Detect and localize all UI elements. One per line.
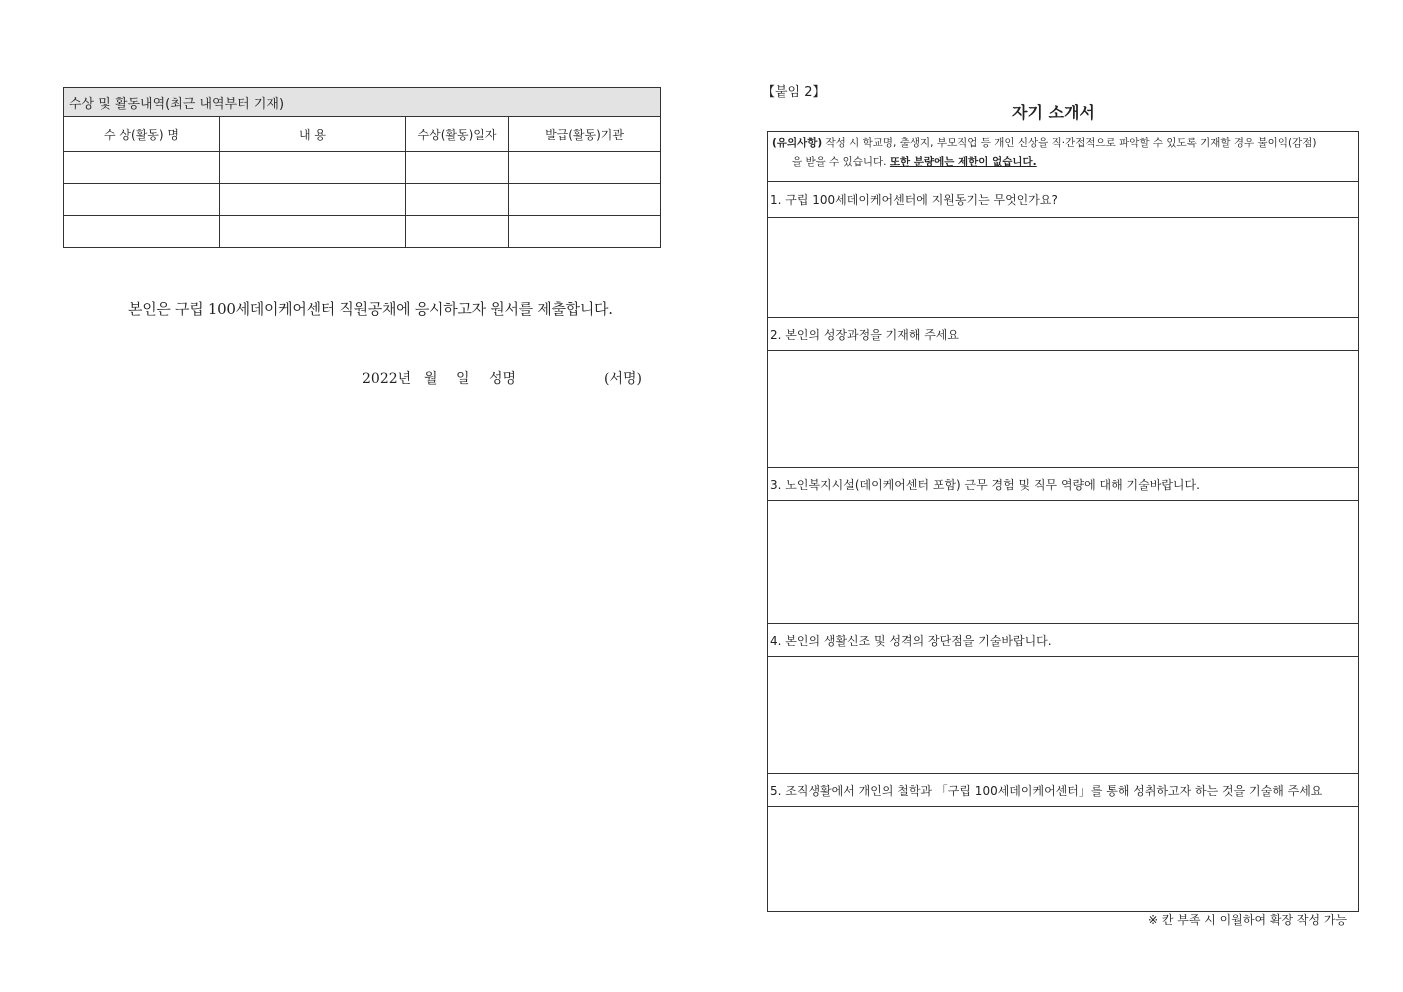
table-row <box>64 184 661 216</box>
notice-box <box>768 132 1358 182</box>
question-2: 2. 본인의 성장과정을 기재해 주세요 <box>768 318 1358 351</box>
table-cell[interactable] <box>406 216 509 248</box>
table-cell[interactable] <box>220 216 406 248</box>
notice-text-2: 을 받을 수 있습니다. <box>792 156 890 168</box>
signature-day: 일 <box>456 371 470 387</box>
attachment-label: 【붙임 2】 <box>762 85 826 100</box>
self-introduction-form <box>767 131 1359 912</box>
table-cell[interactable] <box>220 184 406 216</box>
awards-header-issuer: 발급(활동)기관 <box>509 117 661 152</box>
signature-year: 2022년 <box>362 371 412 387</box>
awards-header-date: 수상(활동)일자 <box>406 117 509 152</box>
signature-month: 월 <box>424 371 438 387</box>
answer-5-area[interactable] <box>768 807 1358 911</box>
table-cell[interactable] <box>509 152 661 184</box>
table-cell[interactable] <box>406 152 509 184</box>
table-cell[interactable] <box>406 184 509 216</box>
declaration-text: 본인은 구립 100세데이케어센터 직원공채에 응시하고자 원서를 제출합니다. <box>128 300 613 318</box>
table-cell[interactable] <box>509 216 661 248</box>
question-4: 4. 본인의 생활신조 및 성격의 장단점을 기술바랍니다. <box>768 624 1358 657</box>
table-cell[interactable] <box>509 184 661 216</box>
table-row <box>64 216 661 248</box>
answer-2-area[interactable] <box>768 351 1358 468</box>
signature-name-label: 성명 <box>489 371 517 387</box>
notice-label: (유의사항) <box>772 137 823 149</box>
table-cell[interactable] <box>64 184 220 216</box>
table-cell[interactable] <box>220 152 406 184</box>
notice-text-1: 작성 시 학교명, 출생지, 부모직업 등 개인 신상을 직·간접적으로 파악할 수 있도록 기재할 경우 불이익(감점) <box>822 137 1317 149</box>
awards-header-name: 수 상(활동) 명 <box>64 117 220 152</box>
footnote: ※ 칸 부족 시 이월하여 확장 작성 가능 <box>1148 913 1348 927</box>
answer-1-area[interactable] <box>768 218 1358 318</box>
signature-sign-label: (서명) <box>604 371 642 387</box>
awards-table-caption: 수상 및 활동내역(최근 내역부터 기재) <box>64 88 661 117</box>
form-title: 자기 소개서 <box>1012 103 1095 122</box>
question-3: 3. 노인복지시설(데이케어센터 포함) 근무 경험 및 직무 역량에 대해 기술바랍니다. <box>768 468 1358 501</box>
answer-3-area[interactable] <box>768 501 1358 624</box>
table-cell[interactable] <box>64 216 220 248</box>
table-cell[interactable] <box>64 152 220 184</box>
notice-emphasis: 또한 분량에는 제한이 없습니다. <box>889 156 1037 168</box>
question-5: 5. 조직생활에서 개인의 철학과 「구립 100세데이케어센터」를 통해 성취하고자 하는 것을 기술해 주세요 <box>768 774 1358 807</box>
answer-4-area[interactable] <box>768 657 1358 774</box>
awards-header-content: 내 용 <box>220 117 406 152</box>
awards-table <box>63 87 661 248</box>
question-1: 1. 구립 100세데이케어센터에 지원동기는 무엇인가요? <box>768 182 1358 218</box>
table-row <box>64 152 661 184</box>
